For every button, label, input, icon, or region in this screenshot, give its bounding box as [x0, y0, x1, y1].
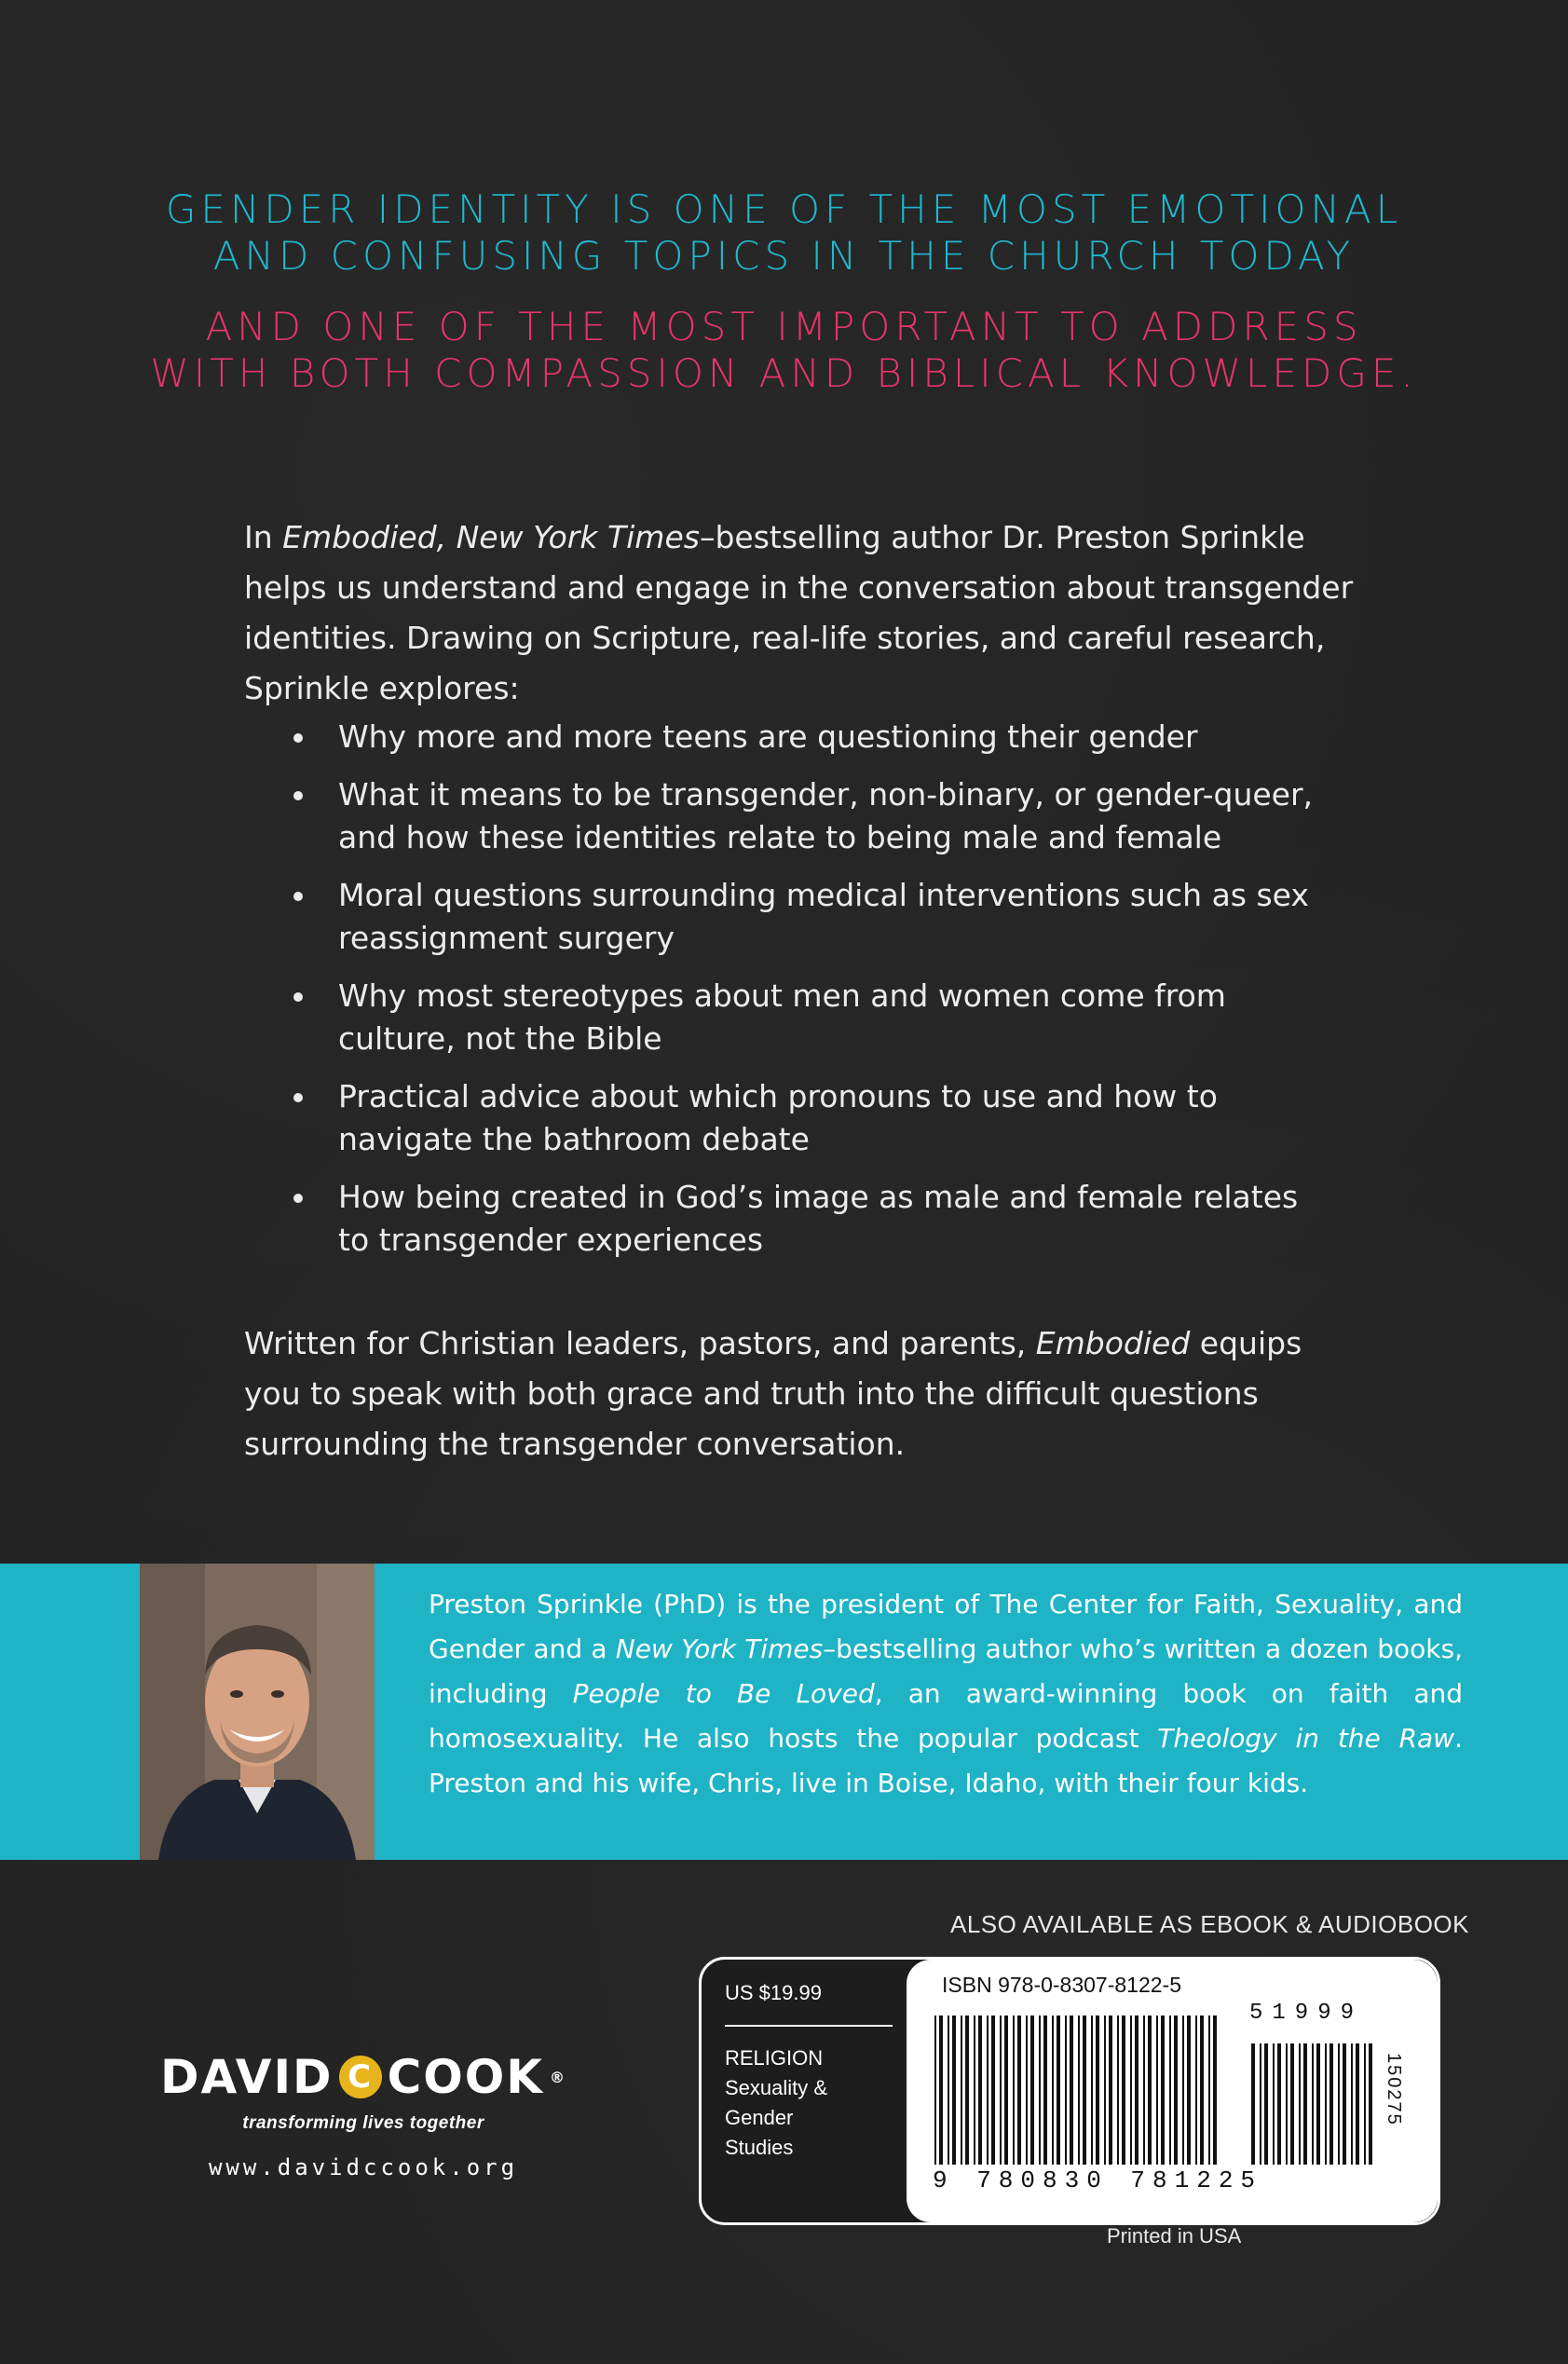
price-column — [725, 1978, 893, 2163]
headline-pink-line1: AND ONE OF THE MOST IMPORTANT TO ADDRESS — [205, 304, 1363, 349]
bullet-icon — [293, 992, 303, 1002]
author-portrait-icon — [140, 1564, 375, 1860]
bullet-icon — [293, 1194, 303, 1203]
list-item: Moral questions surrounding medical interventions such as sex reassignment surgery — [293, 874, 1318, 960]
list-item: Practical advice about which pronouns to use and how to navigate the bathroom debate — [293, 1075, 1318, 1161]
publisher-name: DAVID C COOK ® — [159, 2050, 567, 2104]
author-photo — [140, 1564, 375, 1860]
headline-teal — [0, 186, 1568, 280]
category-main: RELIGION — [725, 2046, 824, 2070]
publisher-website: www.davidccook.org — [208, 2154, 519, 2180]
publisher-tagline: transforming lives together — [242, 2113, 484, 2133]
list-item: How being created in God’s image as male and female relates to transgender experiences — [293, 1176, 1318, 1262]
ean-digits: 9 780830 781225 — [933, 2166, 1263, 2194]
category-sub1: Sexuality & Gender — [725, 2076, 828, 2129]
headline-teal-line1: GENDER IDENTITY IS ONE OF THE MOST EMOTIONAL — [165, 186, 1403, 232]
headline-pink — [0, 304, 1568, 397]
headline-pink-line2: WITH BOTH COMPASSION AND BIBLICAL KNOWLEDGE. — [150, 350, 1418, 396]
price-barcode-box — [699, 1957, 1440, 2225]
intro-paragraph — [244, 512, 1362, 714]
barcode-icon — [934, 2016, 1400, 2165]
author-bio-band — [0, 1564, 1568, 1860]
category-sub2: Studies — [725, 2136, 794, 2159]
intro-text-1: In — [244, 519, 283, 555]
price-divider — [725, 2025, 893, 2027]
list-item: Why more and more teens are questioning their gender — [293, 716, 1318, 758]
bullet-icon — [293, 733, 303, 743]
intro-text-2: –bestselling author Dr. Preston Sprinkle helps us understand and engage in the conversation about transgender identities. Drawing on Scripture, real-life stories, and careful research, Sprinkle explores: — [244, 519, 1354, 706]
printed-in-usa: Printed in USA — [1107, 2224, 1242, 2248]
topic-list — [293, 716, 1318, 1277]
side-code: 150275 — [1384, 2053, 1404, 2126]
outro-title: Embodied — [1035, 1325, 1191, 1361]
isbn-label: ISBN 978-0-8307-8122-5 — [942, 1973, 1181, 1997]
list-item: Why most stereotypes about men and women come from culture, not the Bible — [293, 975, 1318, 1060]
headline-teal-line2: AND CONFUSING TOPICS IN THE CHURCH TODAY — [212, 233, 1356, 279]
list-item: What it means to be transgender, non-binary, or gender-queer, and how these identities relate to being male and female — [293, 773, 1318, 859]
outro-text-2: equips you to speak with both grace and truth into the difficult questions surrounding the transgender conversation. — [244, 1325, 1302, 1462]
barcode-area — [907, 1960, 1438, 2222]
outro-text-1: Written for Christian leaders, pastors, and parents, — [244, 1325, 1036, 1361]
publisher-c-icon: C — [339, 2056, 382, 2098]
bullet-icon — [293, 892, 303, 901]
bullet-icon — [293, 791, 303, 800]
also-available-note: ALSO AVAILABLE AS EBOOK & AUDIOBOOK — [950, 1910, 1469, 1938]
bullet-icon — [293, 1093, 303, 1102]
outro-paragraph — [244, 1319, 1362, 1469]
price-label: US $19.99 — [725, 1981, 822, 2004]
author-bio: Preston Sprinkle (PhD) is the president of The Center for Faith, Sexuality, and Gender and a New York Times–bestselling author who’s written a dozen books, including People to Be Loved, an award-winning book on faith and homosexuality. He also hosts the popular podcast Theology in the Raw. Preston and his wife, Chris, live in Boise, Idaho, with their four kids. — [429, 1589, 1463, 1798]
publisher-logo — [158, 2050, 568, 2180]
intro-title: Embodied, New York Times — [282, 519, 700, 555]
addon-digits: 51999 — [1249, 2001, 1364, 2026]
